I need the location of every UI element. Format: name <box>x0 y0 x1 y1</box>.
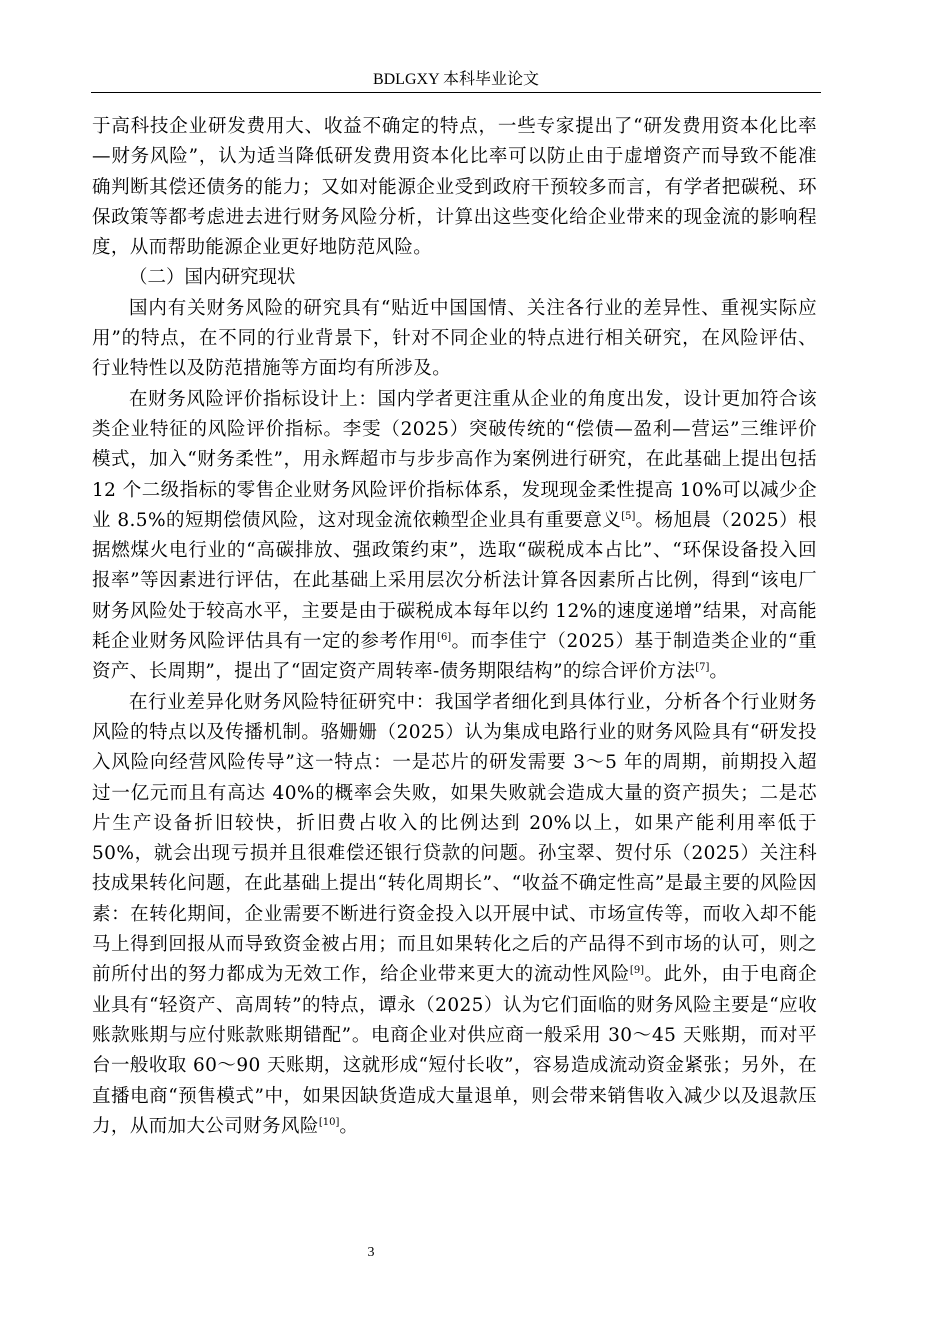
page-header: BDLGXY 本科毕业论文 <box>91 68 821 93</box>
paragraph-continued: 于高科技企业研发费用大、收益不确定的特点，一些专家提出了“研发费用资本化比率—财务风险”，认为适当降低研发费用资本化比率可以防止由于虚增资产而导致不能准确判断其偿还债务的能力；又如对能源企业受到政府干预较多而言，有学者把碳税、环保政策等都考虑进去进行财务风险分析，计算出这些变化给企业带来的现金流的影响程度，从而帮助能源企业更好地防范风险。 <box>92 116 817 259</box>
paragraph-text: 。 <box>339 1115 359 1137</box>
paragraph-industry-differences <box>92 688 817 1142</box>
paragraph-text: 在财务风险评价指标设计上：国内学者更注重从企业的角度出发，设计更加符合该类企业特征的风险评价指标。李雯（2025）突破传统的“偿债—盈利—营运”三维评价模式，加入“财务柔性”，用永辉超市与步步高作为案例进行研究，在此基础上提出包括 12 个二级指标的零售企业财务风险评价指标体系，发现现金柔性提高 10%可以减少企业 8.5%的短期偿债风险，这对现金流依赖型企业具有重要意义 <box>92 388 817 531</box>
citation-ref: [10] <box>318 1116 340 1128</box>
paragraph-text: 。 <box>709 661 729 683</box>
paragraph-domestic-overview: 国内有关财务风险的研究具有“贴近中国国情、关注各行业的差异性、重视实际应用”的特点，在不同的行业背景下，针对不同企业的特点进行相关研究，在风险评估、行业特性以及防范措施等方面均有所涉及。 <box>92 297 817 380</box>
citation-ref: [9] <box>629 965 645 977</box>
page-number: 3 <box>367 1245 375 1260</box>
paragraph-text: 在行业差异化财务风险特征研究中：我国学者细化到具体行业，分析各个行业财务风险的特点以及传播机制。骆姗姗（2025）认为集成电路行业的财务风险具有“研发投入风险向经营风险传导”这一特点：一是芯片的研发需要 3～5 年的周期，前期投入超过一亿元而且有高达 40%的概率会失败，如果失败就会造成大量的资产损失；二是芯片生产设备折旧较快，折旧费占收入的比例达到 20%以上，如果产能利用率低于 50%，就会出现亏损并且很难偿还银行贷款的问题。孙宝翠、贺付乐（2025）关注科技成果转化问题，在此基础上提出“转化周期长”、“收益不确定性高”是最主要的风险因素：在转化期间，企业需要不断进行资金投入以开展中试、市场宣传等，而收入却不能马上得到回报从而导致资金被占用；而且如果转化之后的产品得不到市场的认可，则之前所付出的努力都成为无效工作，给企业带来更大的流动性风险 <box>92 691 817 986</box>
paragraph-evaluation-indicators <box>92 385 817 688</box>
paragraph-text: 。杨旭晨（2025）根据燃煤火电行业的“高碳排放、强政策约束”，选取“碳税成本占比”、“环保设备投入回报率”等因素进行评估，在此基础上采用层次分析法计算各因素所占比例，得到“该电厂财务风险处于较高水平，主要是由于碳税成本每年以约 12%的速度递增”结果，对高能耗企业财务风险评估具有一定的参考作用 <box>92 509 817 653</box>
citation-ref: [6] <box>437 631 452 643</box>
paragraph-text: 。而李佳宁（2025）基于制造类企业的“重资产、长周期”，提出了“固定资产周转率-债务期限结构”的综合评价方法 <box>92 631 817 683</box>
section-heading: （二）国内研究现状 <box>129 267 296 289</box>
citation-ref: [5] <box>621 510 636 522</box>
citation-ref: [7] <box>695 662 710 674</box>
body-text <box>92 112 817 1142</box>
paragraph-text: 。此外，由于电商企业具有“轻资产、高周转”的特点，谭永（2025）认为它们面临的财务风险主要是“应收账款账期与应付账款账期错配”。电商企业对供应商一般采用 30～45 天账期，而对平台一般收取 60～90 天账期，这就形成“短付长收”，容易造成流动资金紧张；另外，在直播电商“预售模式”中，如果因缺货造成大量退单，则会带来销售收入减少以及退款压力，从而加大公司财务风险 <box>92 964 817 1137</box>
